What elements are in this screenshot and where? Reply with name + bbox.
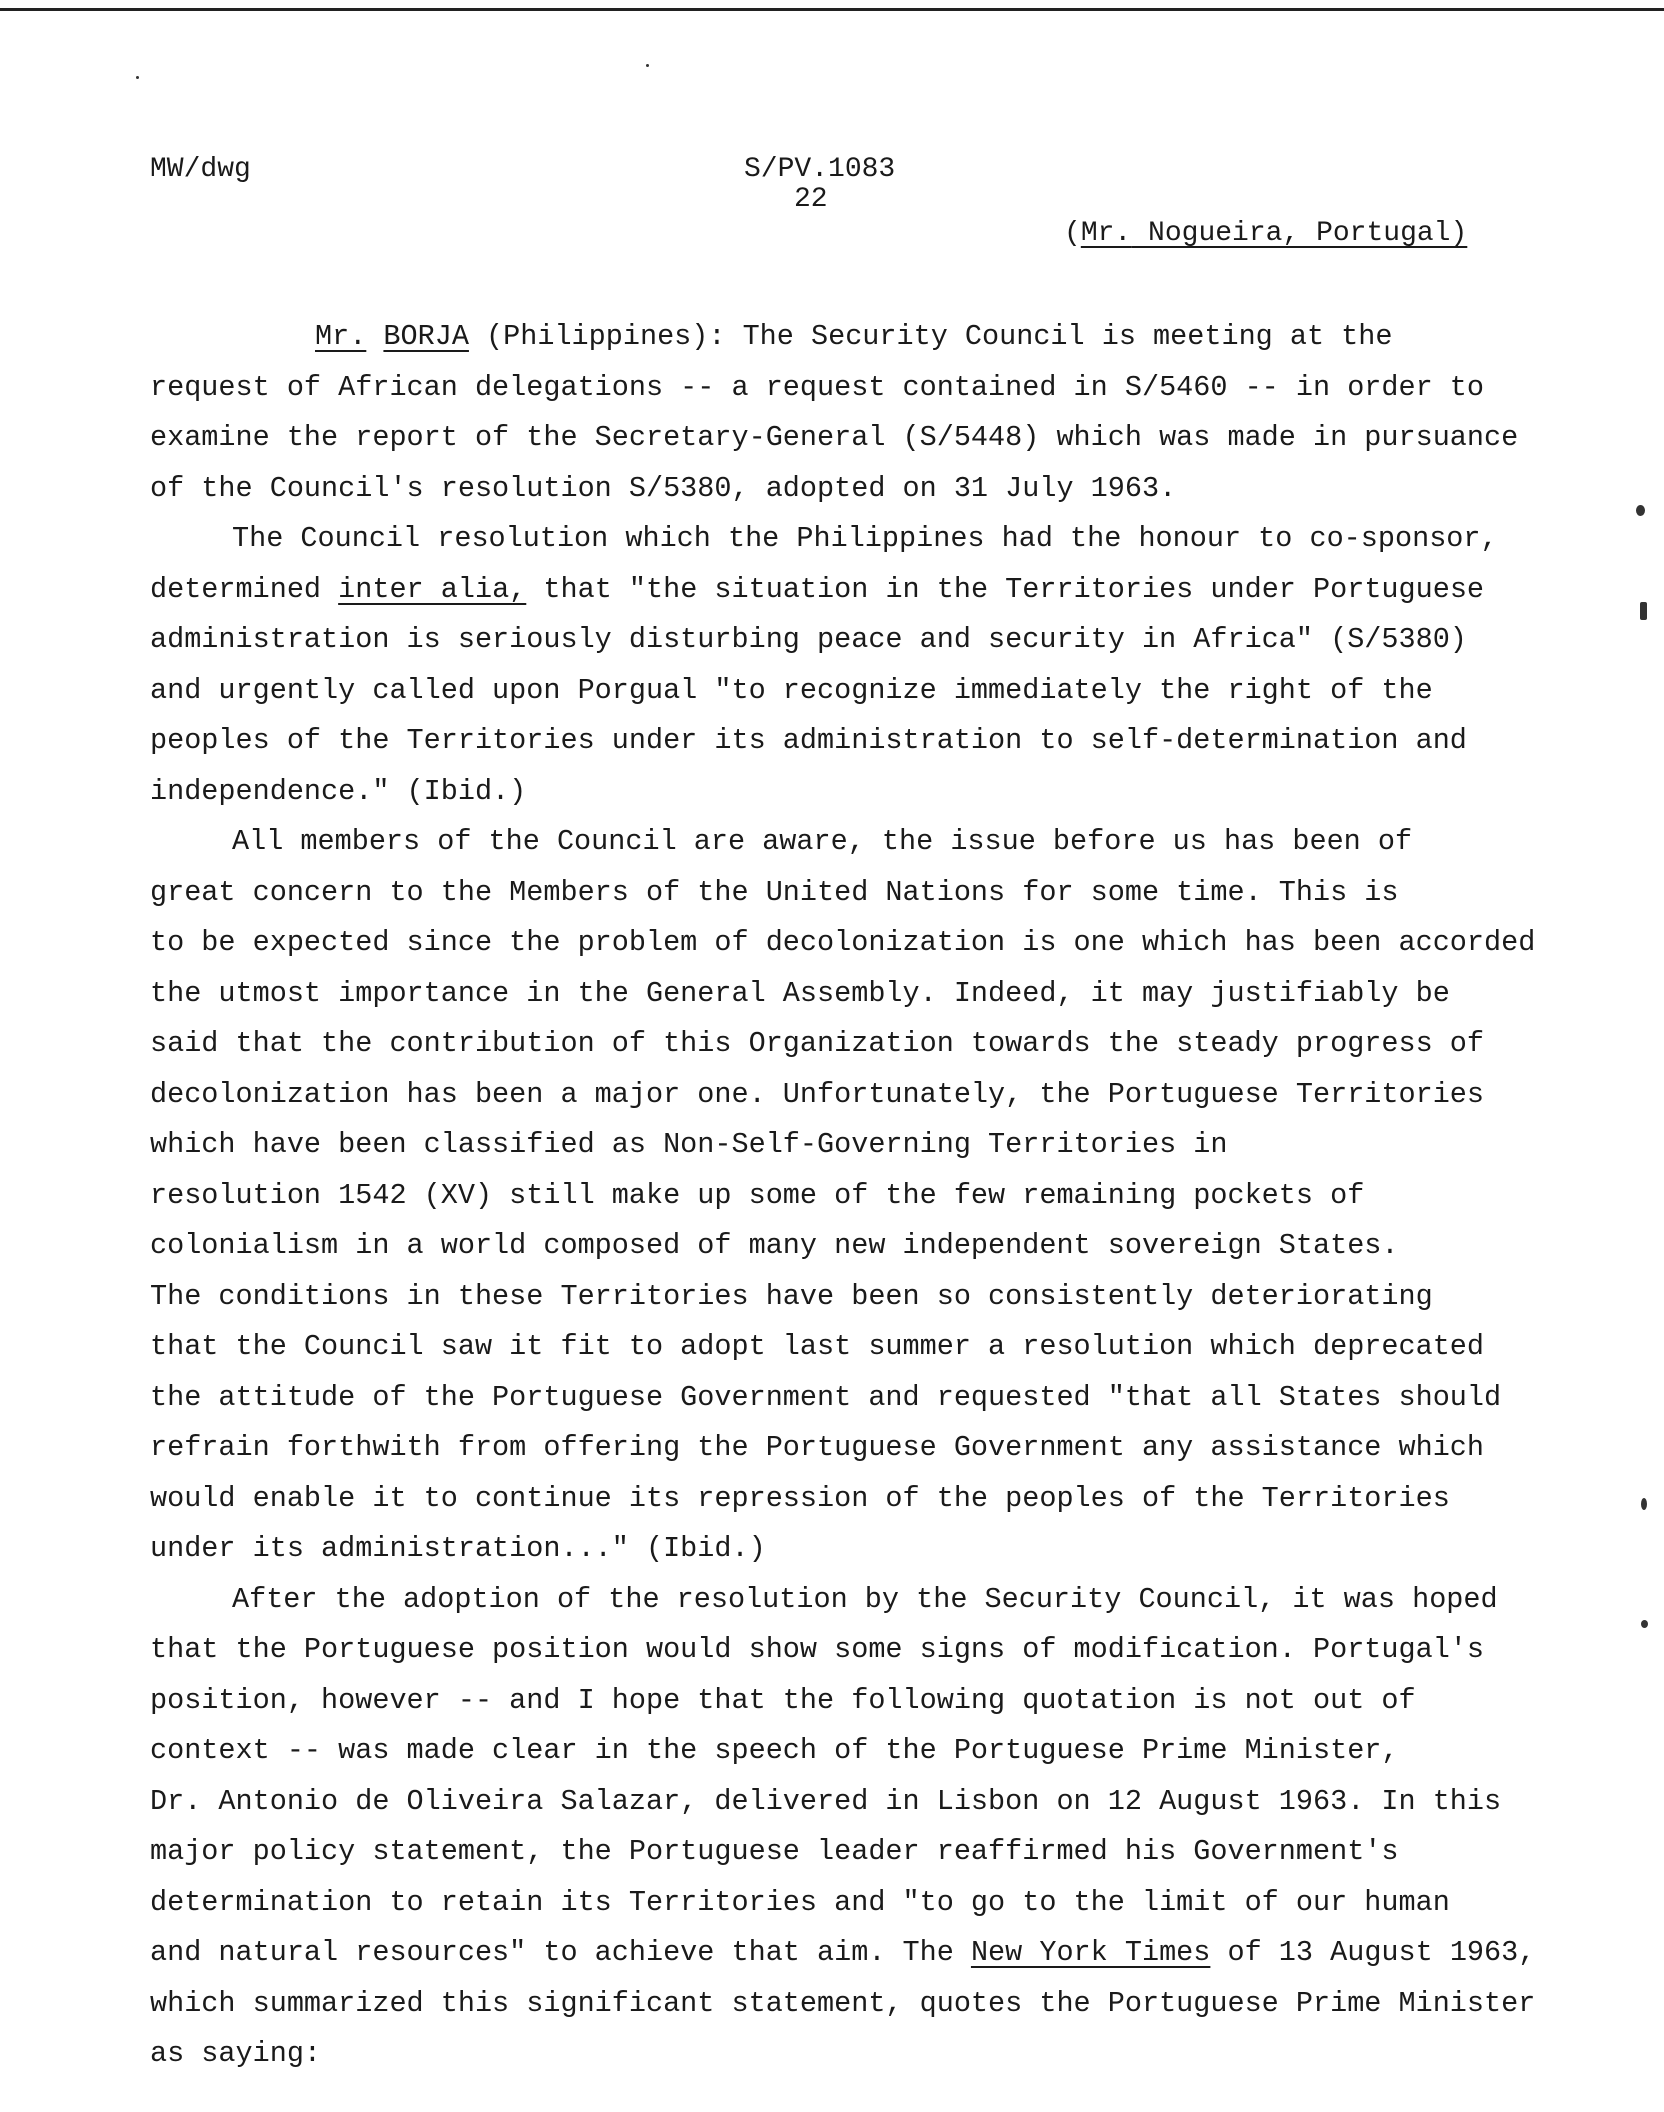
scan-speck xyxy=(1636,505,1645,516)
speaker-note xyxy=(1064,218,1467,250)
paragraph-2-line: peoples of the Territories under its administration to self-determination and xyxy=(150,724,1467,757)
paragraph-3-line: said that the contribution of this Organization towards the steady progress of xyxy=(150,1027,1485,1060)
paragraph-4-line: as saying: xyxy=(150,2037,322,2070)
paragraph-3-line: colonialism in a world composed of many new independent sovereign States. xyxy=(150,1229,1399,1262)
paragraph-4-line: which summarized this significant statement, quotes the Portuguese Prime Minister xyxy=(150,1986,1536,2020)
scan-speck xyxy=(136,76,139,79)
text-run: determined xyxy=(150,572,339,606)
speaker-note-rest: Nogueira, Portugal) xyxy=(1131,218,1468,249)
text-run: of 13 August 1963, xyxy=(1210,1936,1536,1969)
speaker-intro: (Philippines): The Security Council is meeting at the xyxy=(468,320,1393,353)
document-body xyxy=(150,312,1536,2080)
paragraph-3-line: under its administration..." (Ibid.) xyxy=(150,1532,766,1565)
text-run: that "the situation in the Territories under Portuguese xyxy=(526,572,1485,606)
paragraph-3-line: All members of the Council are aware, the issue before us has been of xyxy=(232,825,1413,858)
paragraph-1-line: examine the report of the Secretary-General (S/5448) which was made in pursuance xyxy=(150,421,1519,454)
paragraph-4-line xyxy=(150,1928,1536,1979)
paragraph-3-line: the attitude of the Portuguese Government and requested "that all States should xyxy=(150,1380,1502,1414)
paragraph-2-line xyxy=(150,565,1510,616)
paragraph-2-line: independence." (Ibid.) xyxy=(150,774,527,808)
paragraph-1-line-1 xyxy=(150,312,1510,363)
speaker-note-open: ( xyxy=(1064,218,1081,249)
paragraph-2-line: The Council resolution which the Philippines had the honour to co-sponsor, xyxy=(232,522,1498,555)
paragraph-4-line: position, however -- and I hope that the following quotation is not out of xyxy=(150,1683,1416,1717)
paragraph-3-line: the utmost importance in the General Assembly. Indeed, it may justifiably be xyxy=(150,976,1450,1010)
paragraph-4-line: determination to retain its Territories and "to go to the limit of our human xyxy=(150,1885,1450,1919)
paragraph-3-line: The conditions in these Territories have been so consistently deteriorating xyxy=(150,1279,1433,1313)
scan-speck xyxy=(1641,1498,1647,1510)
scan-speck xyxy=(1640,602,1647,620)
emphasis-inter-alia: inter alia, xyxy=(338,572,527,606)
paragraph-2-line: and urgently called upon Porgual "to recognize immediately the right of the xyxy=(150,673,1433,707)
paragraph-3-line: decolonization has been a major one. Unfortunately, the Portuguese Territories xyxy=(150,1077,1485,1111)
paragraph-3-line: that the Council saw it fit to adopt last summer a resolution which deprecated xyxy=(150,1330,1485,1363)
text-run: and natural resources" to achieve that aim. The xyxy=(150,1936,971,1969)
page-number: 22 xyxy=(794,184,828,215)
scan-speck xyxy=(1641,1620,1648,1628)
paragraph-3-line: which have been classified as Non-Self-Governing Territories in xyxy=(150,1128,1228,1161)
paragraph-1-line: of the Council's resolution S/5380, adopted on 31 July 1963. xyxy=(150,471,1177,505)
paragraph-4-line: that the Portuguese position would show some signs of modification. Portugal's xyxy=(150,1633,1485,1666)
paragraph-4-line: After the adoption of the resolution by the Security Council, it was hoped xyxy=(232,1582,1498,1616)
paragraph-4-line: Dr. Antonio de Oliveira Salazar, delivered in Lisbon on 12 August 1963. In this xyxy=(150,1784,1502,1818)
paragraph-3-line: would enable it to continue its repression of the peoples of the Territories xyxy=(150,1481,1450,1515)
emphasis-new-york-times: New York Times xyxy=(970,1936,1211,1969)
document-symbol: S/PV.1083 xyxy=(744,154,896,185)
paragraph-3-line: great concern to the Members of the United Nations for some time. This is xyxy=(150,875,1399,909)
top-rule xyxy=(0,8,1664,11)
speaker-name: BORJA xyxy=(383,320,469,353)
speaker-note-title: Mr. xyxy=(1080,218,1132,249)
scan-speck xyxy=(646,64,649,67)
paragraph-3-line: to be expected since the problem of decolonization is one which has been accorded xyxy=(150,926,1536,959)
speaker-title: Mr. xyxy=(315,320,367,353)
paragraph-4-line: context -- was made clear in the speech of the Portuguese Prime Minister, xyxy=(150,1734,1399,1767)
paragraph-1-line: request of African delegations -- a request contained in S/5460 -- in order to xyxy=(150,370,1485,404)
paragraph-3-line: resolution 1542 (XV) still make up some of the few remaining pockets of xyxy=(150,1178,1365,1212)
initials: MW/dwg xyxy=(150,154,251,185)
paragraph-2-line: administration is seriously disturbing peace and security in Africa" (S/5380) xyxy=(150,623,1467,656)
paragraph-3-line: refrain forthwith from offering the Portuguese Government any assistance which xyxy=(150,1431,1485,1464)
paragraph-4-line: major policy statement, the Portuguese leader reaffirmed his Government's xyxy=(150,1835,1399,1868)
